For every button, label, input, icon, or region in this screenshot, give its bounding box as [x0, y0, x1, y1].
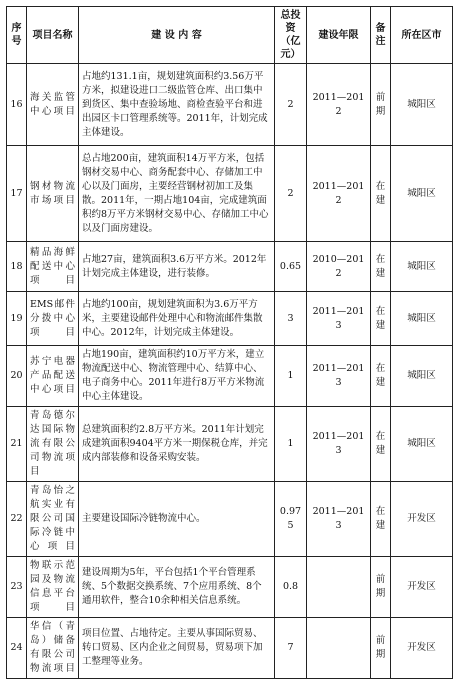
table-row: [7, 146, 453, 242]
table-row: [7, 618, 453, 679]
header-years: 建设年限: [307, 7, 371, 64]
row-remark: 在建: [371, 407, 391, 482]
table-row: [7, 482, 453, 557]
row-years: [307, 618, 371, 679]
row-years: 2011—2013: [307, 292, 371, 346]
table-row: [7, 64, 453, 146]
row-years: 2011—2012: [307, 146, 371, 242]
table-row: [7, 407, 453, 482]
row-years: 2011—2013: [307, 346, 371, 407]
row-name: EMS邮件分拨中心项目: [27, 292, 79, 346]
row-investment: 2: [275, 146, 307, 242]
row-no: 18: [7, 242, 27, 292]
header-investment: 总投资（亿元）: [275, 7, 307, 64]
row-district: 城阳区: [391, 64, 453, 146]
row-district: 开发区: [391, 482, 453, 557]
row-content: 占地190亩，建筑面积约10万平方米，建立物流配送中心、物流管理中心、结算中心、电子商务中心。2011年进行8万平方米物流中心主体建设。: [79, 346, 275, 407]
header-content: 建 设 内 容: [79, 7, 275, 64]
row-district: 城阳区: [391, 242, 453, 292]
row-years: 2011—2012: [307, 64, 371, 146]
row-remark: 在建: [371, 292, 391, 346]
row-name: 精品海鲜配送中心项目: [27, 242, 79, 292]
row-investment: 0.975: [275, 482, 307, 557]
row-remark: 在建: [371, 146, 391, 242]
table-row: [7, 346, 453, 407]
row-remark: 前期: [371, 64, 391, 146]
row-name: 海关监管中心项目: [27, 64, 79, 146]
row-content: 主要建设国际冷链物流中心。: [79, 482, 275, 557]
row-no: 23: [7, 557, 27, 618]
table-row: [7, 292, 453, 346]
project-table: [6, 6, 453, 679]
table-row: [7, 242, 453, 292]
row-remark: 在建: [371, 482, 391, 557]
row-remark: 在建: [371, 242, 391, 292]
project-table-sheet: [6, 6, 452, 674]
row-remark: 在建: [371, 346, 391, 407]
row-content: 占地约100亩，规划建筑面积为3.6万平方米，主要建设邮件处理中心和物流邮件集散中心。2012年，计划完成主体建设。: [79, 292, 275, 346]
row-name: 钢材物流市场项目: [27, 146, 79, 242]
row-name: 青岛德尔达国际物流有限公司物流项目: [27, 407, 79, 482]
row-investment: 1: [275, 407, 307, 482]
row-years: 2010—2012: [307, 242, 371, 292]
row-investment: 0.65: [275, 242, 307, 292]
row-content: 总建筑面积约2.8万平方米。2011年计划完成建筑面积9404平方米一期保税仓库，并完成内部装修和设备采购安装。: [79, 407, 275, 482]
row-remark: 前期: [371, 557, 391, 618]
row-name: 青岛怡之航实业有限公司国际冷链中心项目: [27, 482, 79, 557]
row-years: 2011—2013: [307, 482, 371, 557]
row-district: 开发区: [391, 618, 453, 679]
table-row: [7, 557, 453, 618]
row-content: 总占地200亩，建筑面积14万平方米，包括钢材交易中心、商务配套中心、存储加工中心以及门面房，主要经营钢材初加工及集散。2011年，一期占地104亩，完成建筑面积约8万平方米钢材交易中心、存储加工中心以及门面房建设。: [79, 146, 275, 242]
row-content: 项目位置、占地待定。主要从事国际贸易、转口贸易、区内企业之间贸易，贸易项下加工整理等业务。: [79, 618, 275, 679]
row-no: 19: [7, 292, 27, 346]
row-no: 20: [7, 346, 27, 407]
row-district: 城阳区: [391, 292, 453, 346]
row-no: 21: [7, 407, 27, 482]
row-no: 16: [7, 64, 27, 146]
row-investment: 0.8: [275, 557, 307, 618]
row-content: 占地约131.1亩，规划建筑面积约3.56万平方米，拟建设进口二级监管仓库、出口集中到货区、集中查验场地、商检查验平台和进出园区卡口管理系统等。2011年，计划完成主体建设。: [79, 64, 275, 146]
header-name: 项目名称: [27, 7, 79, 64]
header-district: 所在区市: [391, 7, 453, 64]
row-no: 22: [7, 482, 27, 557]
row-no: 17: [7, 146, 27, 242]
row-district: 城阳区: [391, 346, 453, 407]
row-content: 建设周期为5年，平台包括1个平台管理系统、5个数据交换系统、7个应用系统、8个通用软件，整合10余种相关信息系统。: [79, 557, 275, 618]
header-remark: 备注: [371, 7, 391, 64]
row-district: 城阳区: [391, 146, 453, 242]
row-district: 开发区: [391, 557, 453, 618]
row-content: 占地27亩，建筑面积3.6万平方米。2012年计划完成主体建设，进行装修。: [79, 242, 275, 292]
row-investment: 3: [275, 292, 307, 346]
row-investment: 1: [275, 346, 307, 407]
row-years: [307, 557, 371, 618]
row-investment: 7: [275, 618, 307, 679]
row-remark: 前期: [371, 618, 391, 679]
row-name: 华信（青岛）储备有限公司物流项目: [27, 618, 79, 679]
header-no: 序号: [7, 7, 27, 64]
row-no: 24: [7, 618, 27, 679]
header-row: [7, 7, 453, 64]
row-years: 2011—2013: [307, 407, 371, 482]
row-investment: 2: [275, 64, 307, 146]
row-name: 物联示范园及物流信息平台项目: [27, 557, 79, 618]
row-district: 城阳区: [391, 407, 453, 482]
row-name: 苏宁电器产品配送中心项目: [27, 346, 79, 407]
